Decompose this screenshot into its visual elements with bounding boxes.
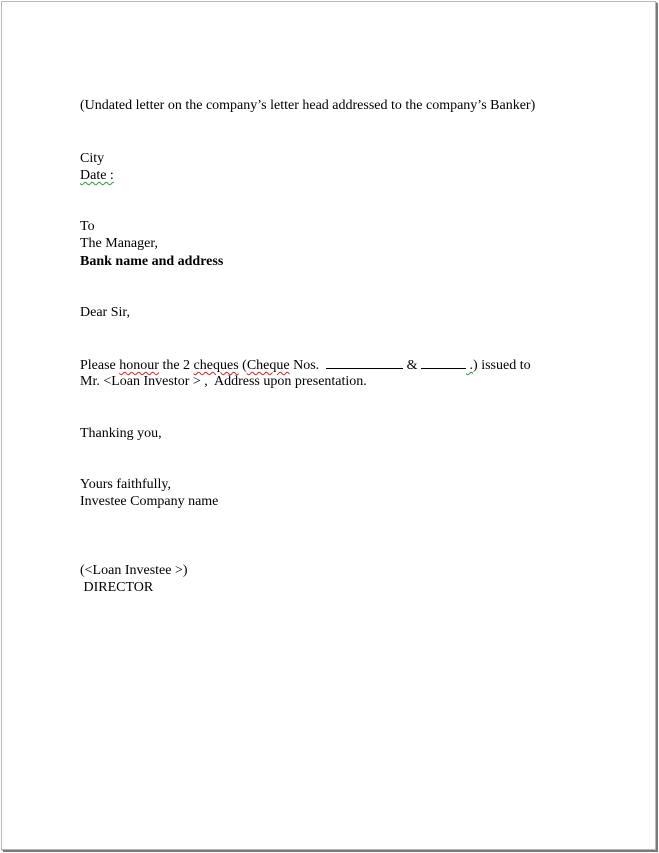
thanks-line: Thanking you, bbox=[80, 426, 162, 441]
word-cheques: cheques bbox=[193, 358, 239, 373]
date-label: Date : bbox=[80, 168, 114, 183]
body-text-4: Nos. bbox=[289, 358, 327, 373]
body-text-5: ) issued to bbox=[473, 358, 531, 373]
signatory-line: (<Loan Investee >) bbox=[80, 563, 188, 578]
city-line: City bbox=[80, 151, 105, 166]
designation-line: DIRECTOR bbox=[80, 580, 154, 595]
closing-line: Yours faithfully, bbox=[80, 477, 172, 492]
cheque-no-blank-2 bbox=[421, 356, 466, 369]
manager-line: The Manager, bbox=[80, 236, 158, 251]
to-line: To bbox=[80, 219, 95, 234]
body-line-2: Mr. <Loan Investor > , Address upon presentation. bbox=[80, 374, 367, 389]
document-page bbox=[1, 1, 656, 850]
word-honour: honour bbox=[119, 358, 159, 373]
ampersand: & bbox=[403, 358, 422, 373]
cheque-no-blank-1 bbox=[326, 356, 403, 369]
bank-line: Bank name and address bbox=[80, 254, 224, 269]
salutation: Dear Sir, bbox=[80, 305, 130, 320]
body-text-3: ( bbox=[238, 358, 247, 373]
letter-note: (Undated letter on the company’s letter head addressed to the company’s Banker) bbox=[80, 98, 536, 113]
date-line bbox=[80, 167, 114, 184]
company-line: Investee Company name bbox=[80, 494, 219, 509]
body-text-1: Please bbox=[80, 358, 120, 373]
body-text-2: the 2 bbox=[158, 358, 194, 373]
blank-tail: . bbox=[466, 358, 474, 373]
word-cheque: Cheque bbox=[246, 358, 290, 373]
body-line-1 bbox=[80, 356, 531, 374]
